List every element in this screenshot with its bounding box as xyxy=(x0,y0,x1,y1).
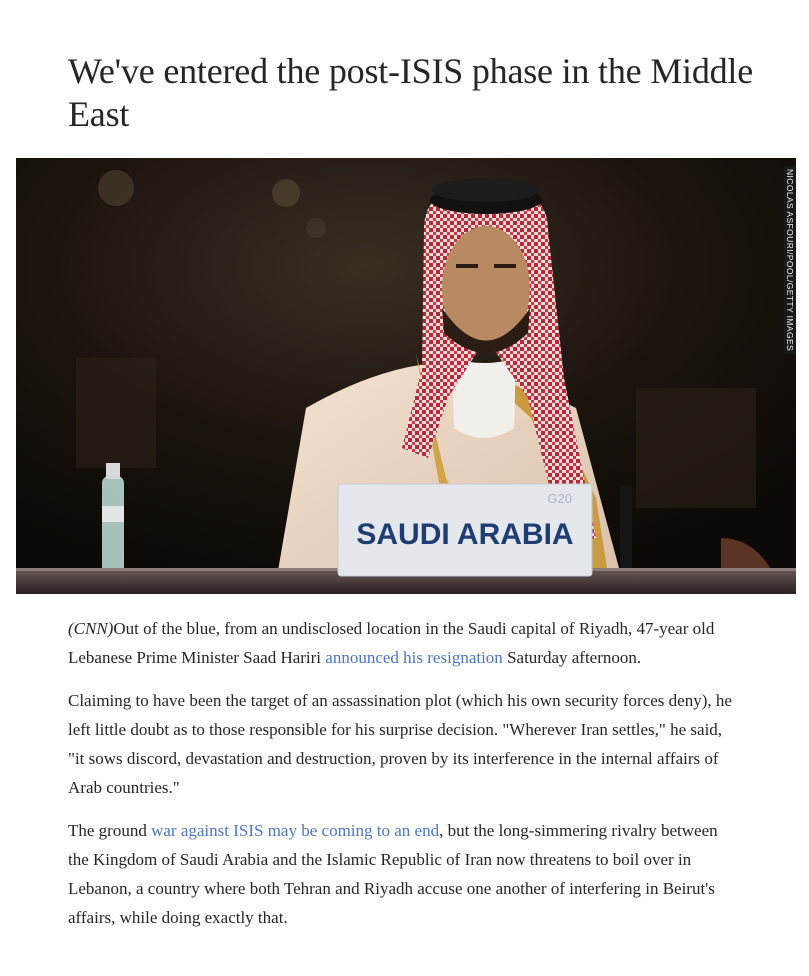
dateline: (CNN) xyxy=(68,619,114,638)
hero-photo xyxy=(16,158,796,594)
paragraph-1-text: Out of the blue, from an undisclosed location in the Saudi capital of Riyadh, 47-year old Lebanese Prime Minister Saad Hariri xyxy=(68,619,715,667)
paragraph-1 xyxy=(68,614,738,672)
paragraph-3 xyxy=(68,816,738,932)
photo-credit: NICOLAS ASFOURI/POOL/GETTY IMAGES xyxy=(784,166,796,354)
g20-logo: G20 xyxy=(547,491,572,506)
article-body xyxy=(68,614,738,946)
paragraph-2: Claiming to have been the target of an assassination plot (which his own security forces deny), he left little doubt as to those responsible for his surprise decision. "Wherever Iran settles," he said, "it sows discord, devastation and destruction, proven by its interference in the internal affairs of Arab countries." xyxy=(68,691,732,797)
resignation-link[interactable]: announced his resignation xyxy=(325,648,503,667)
paragraph-3-text-end: , but the long-simmering rivalry between the Kingdom of Saudi Arabia and the Islamic Republic of Iran now threatens to boil over in Lebanon, a country where both Tehran and Riyadh accuse one another of interfering in Beirut's affairs, while doing exactly that. xyxy=(68,821,718,927)
paragraph-1-text-end: Saturday afternoon. xyxy=(502,648,642,667)
paragraph-3-text: The ground xyxy=(68,821,152,840)
nameplate-text: SAUDI ARABIA xyxy=(356,518,574,551)
article-hero-image xyxy=(16,158,796,594)
water-bottle xyxy=(102,463,124,574)
country-nameplate xyxy=(338,484,592,576)
article-headline: We've entered the post-ISIS phase in the Middle East xyxy=(68,51,754,134)
war-against-isis-link[interactable]: war against ISIS may be coming to an end xyxy=(151,821,440,840)
